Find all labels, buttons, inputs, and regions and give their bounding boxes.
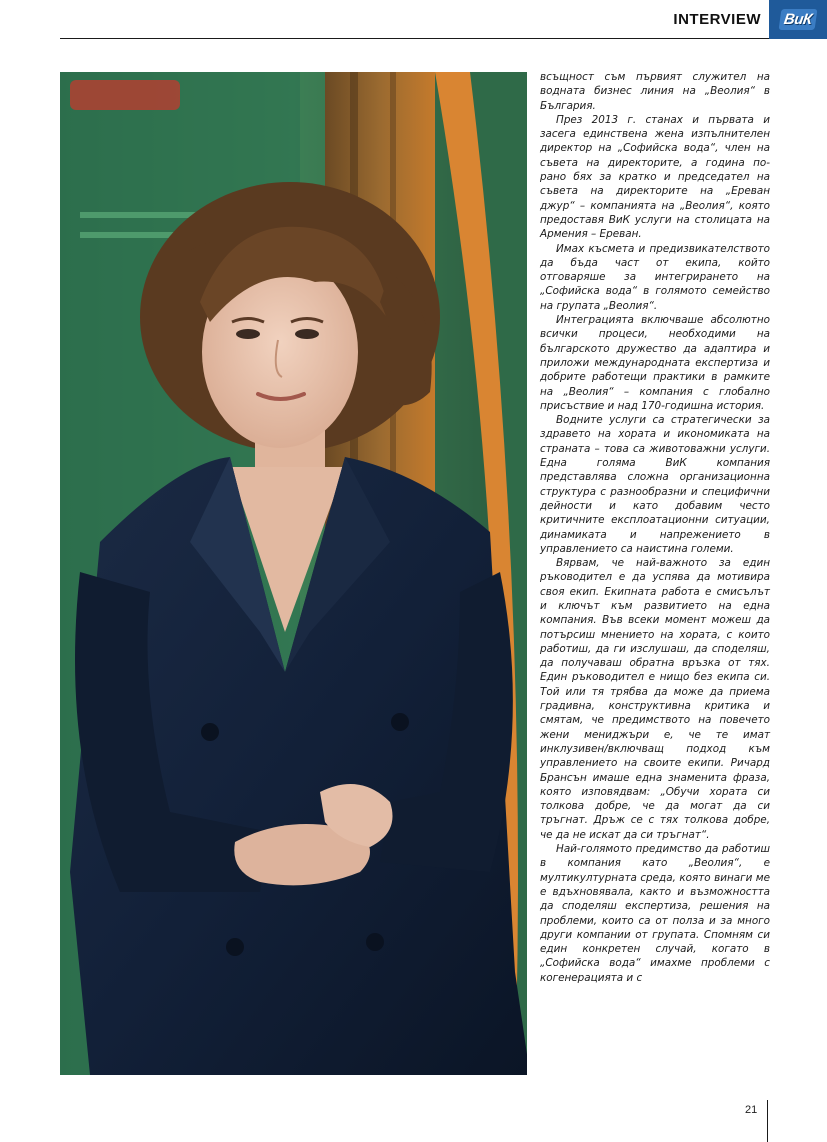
- logo-text: ВиК: [779, 9, 818, 30]
- portrait-photo-icon: [60, 72, 527, 1075]
- article-body: [540, 70, 770, 1080]
- footer-rule: [767, 1100, 768, 1142]
- article-paragraph: всъщност съм първият служител на водната бизнес линия на „Веолия“ в България.: [540, 71, 770, 112]
- header-rule: [60, 38, 770, 39]
- article-paragraph: Водните услуги са стратегически за здравето на хората и икономиката на страната – това са животоважни услуги. Една голяма ВиК компания представлява сложна организационна структура с разнообразни и специфични дейности и като добавим често критичните експлоатационни ситуации, динамиката и напрежението в управлението са наистина големи.: [540, 414, 770, 555]
- article-paragraph: Интеграцията включваше абсолютно всички процеси, необходими на българското дружество да адаптира и приложи международната експертиза и добрите работещи практики в рамките на „Веолия“ – компания с глобално присъствие и над 170-годишна история.: [540, 314, 770, 412]
- portrait-photo: [60, 72, 527, 1075]
- page-number: 21: [745, 1104, 758, 1116]
- article-paragraph: Най-голямото предимство да работиш в компания като „Веолия“, е мултикултурната среда, която винаги ме е вдъхновявала, както и възможността да споделяш експертиза, решения на проблеми, които са от полза и за много други компании от групата. Спомням си един конкретен случай, когато в „Софийска вода“ имахме проблеми с когенерацията и с: [540, 843, 770, 984]
- magazine-logo: [769, 0, 827, 39]
- article-paragraph: Вярвам, че най-важното за един ръководител е да успява да мотивира своя екип. Екипната работа е смисълът и ключът към развитието на една компания. Във всеки момент можеш да потърсиш мнението на хората, с които работиш, да ги изслушаш, да споделяш, да получаваш обратна връзка от тях. Един ръководител е нищо без екипа си. Той или тя трябва да може да приема градивна, конструктивна критика и смятам, че предимството на повечето жени мениджъри е, че те имат инклузивен/включващ подход към управлението на своите екипи. Ричард Брансън имаше една знаменита фраза, която изповядвам: „Обучи хората си толкова добре, че да могат да си тръгнат. Дръж се с тях толкова добре, че да не искат да си тръгнат“.: [540, 557, 770, 841]
- article-paragraph: Имах късмета и предизвикателството да бъда част от екипа, който отговаряше за интегрирането на „Софийска вода“ в голямото семейство на групата „Веолия“.: [540, 242, 770, 312]
- article-paragraph: През 2013 г. станах и първата и засега единствена жена изпълнителен директор на „Софийска вода“, член на съвета на директорите, а година по-рано бях за кратко и председател на съвета на директорите на „Ереван джур“ – компанията на „Веолия“, която предоставя ВиК услуги на столицата на Армения – Ереван.: [540, 113, 770, 241]
- section-label: INTERVIEW: [673, 11, 761, 28]
